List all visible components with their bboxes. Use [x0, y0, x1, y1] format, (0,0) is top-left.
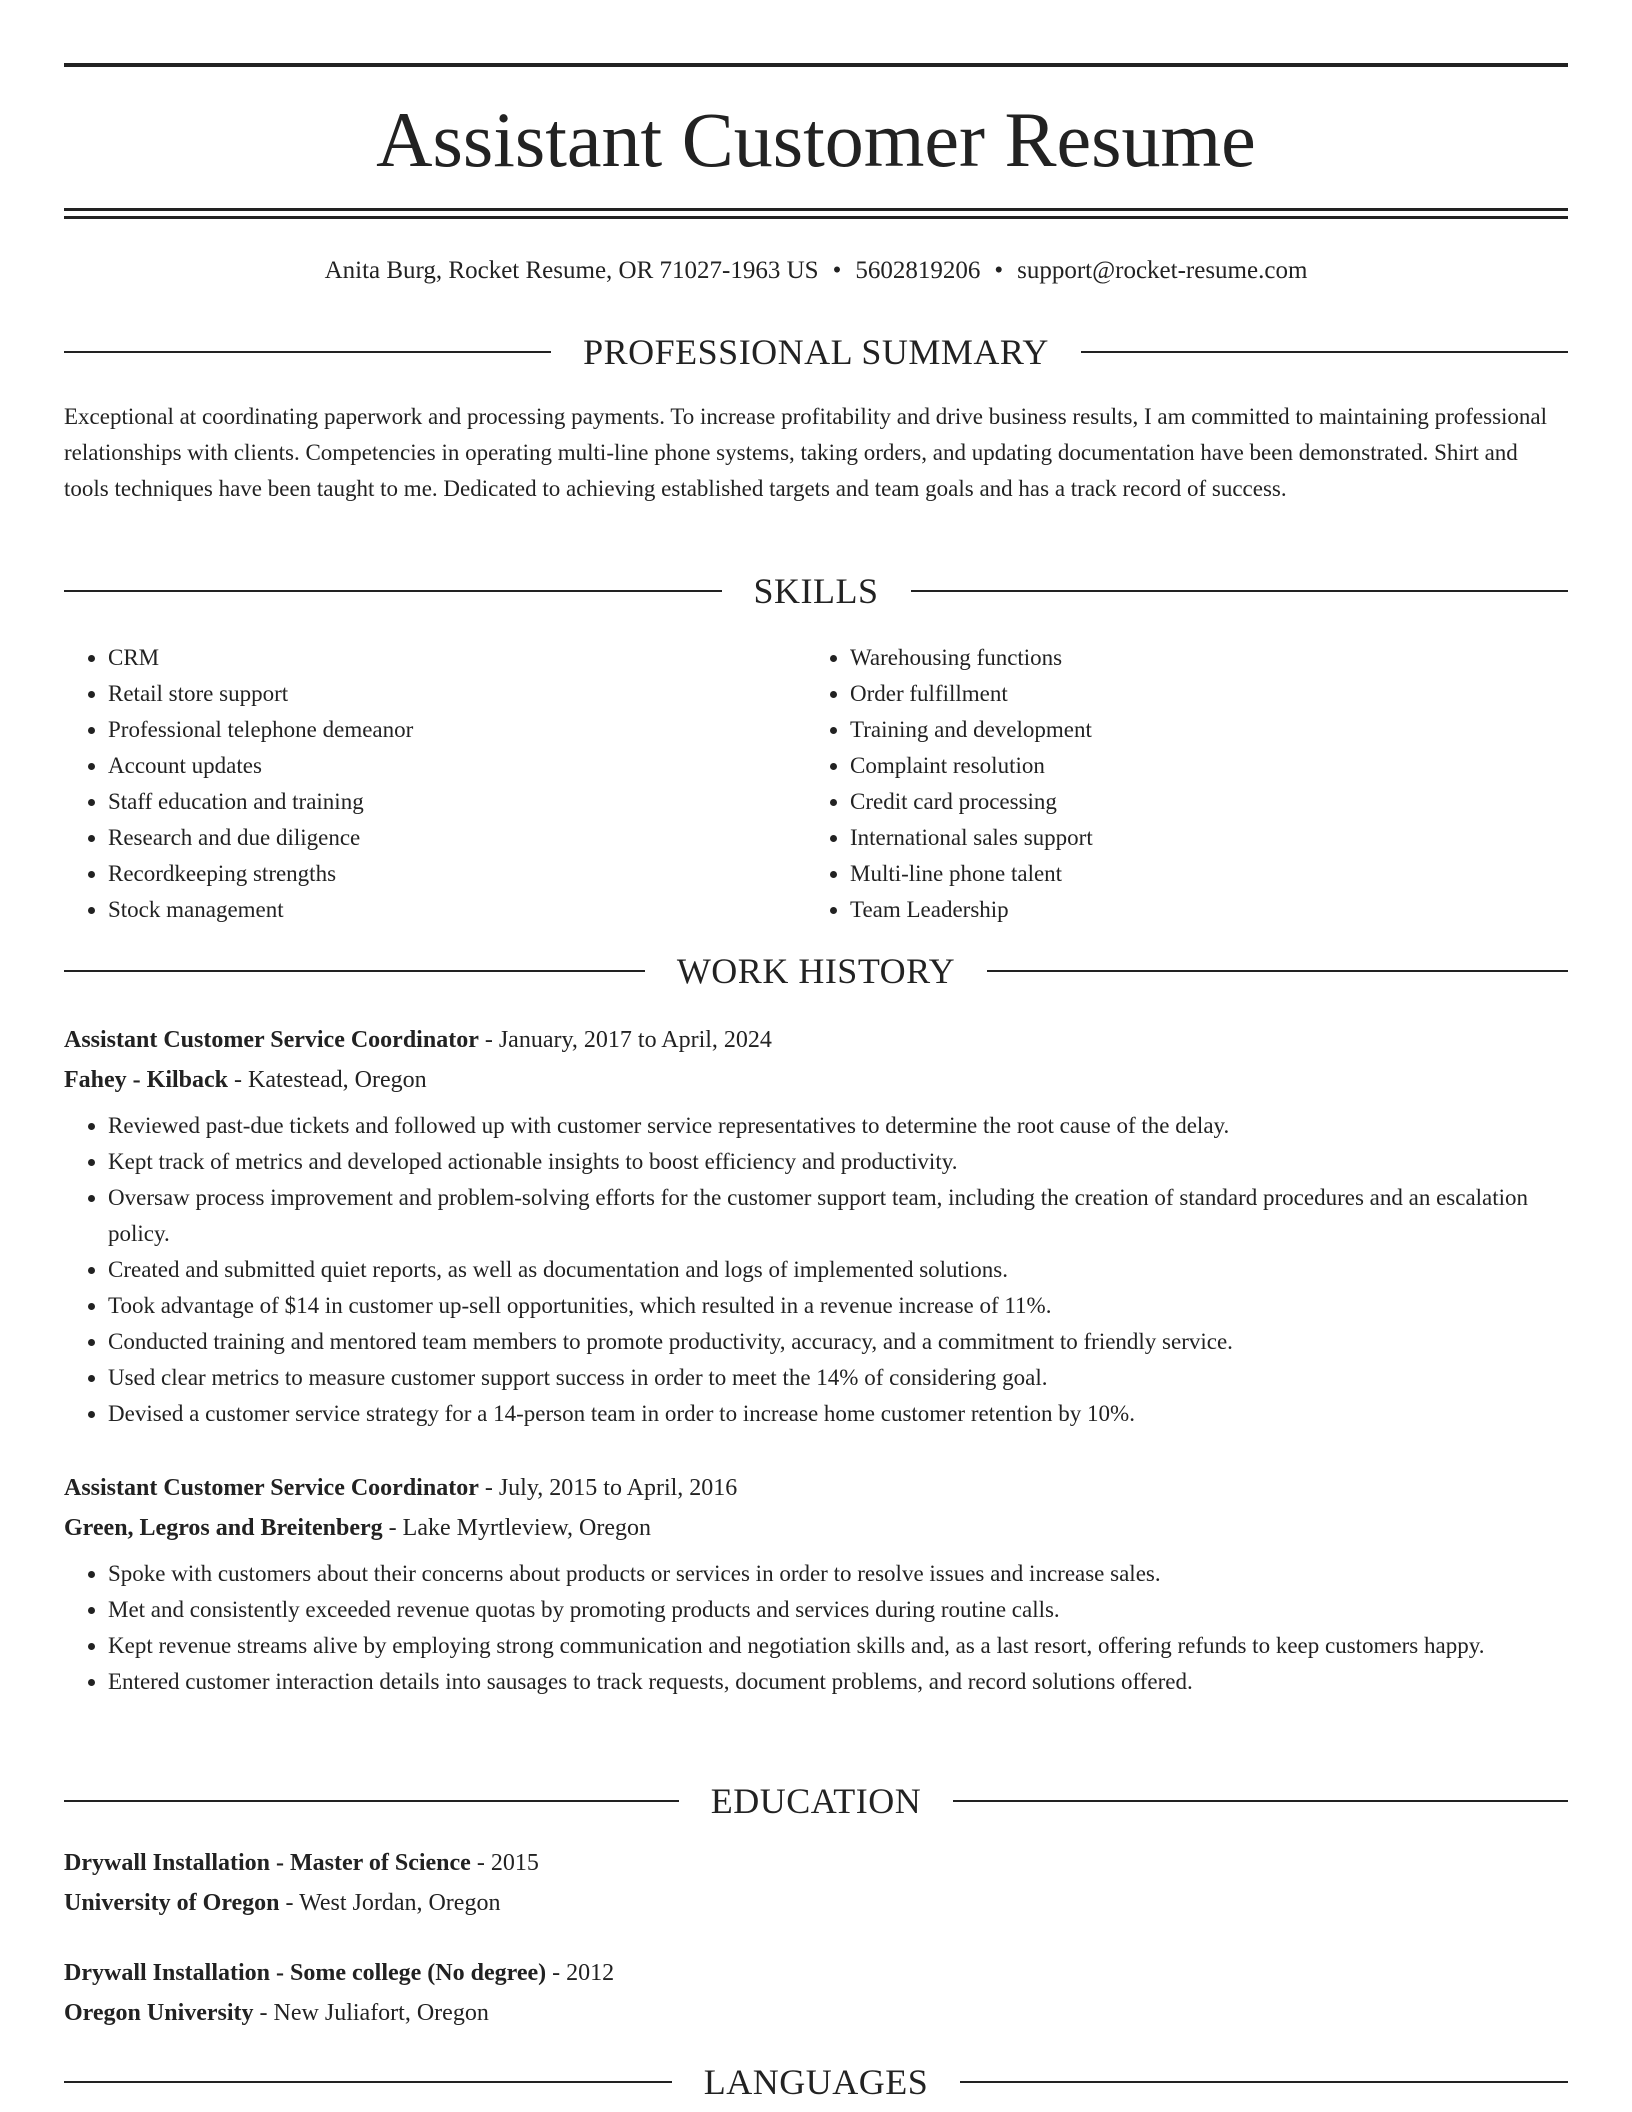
- education-year: 2012: [566, 1960, 615, 1986]
- education-degree-line: Drywall Installation - Some college (No degree) - 2012: [64, 1960, 615, 1986]
- skill-item: • Recordkeeping strengths: [108, 856, 806, 892]
- job-title: Assistant Customer Service Coordinator: [64, 1027, 479, 1053]
- contact-line: [64, 254, 1568, 288]
- skill-item: • Order fulfillment: [850, 676, 1548, 712]
- contact-separator: •: [994, 257, 1004, 284]
- skill-item: • Team Leadership: [850, 892, 1548, 928]
- job-bullet: • Took advantage of $14 in customer up-sell opportunities, which resulted in a revenue increase of 11%.: [108, 1288, 1568, 1324]
- section-header-summary: [64, 329, 1568, 375]
- contact-phone: 5602819206: [855, 257, 981, 284]
- section-rule: [911, 590, 1569, 592]
- skills-column-left: [64, 640, 806, 928]
- education-entry: [64, 1843, 1568, 1923]
- job-bullet: • Reviewed past-due tickets and followed up with customer service representatives to determine the root cause of the delay.: [108, 1108, 1568, 1144]
- section-header-education: [64, 1778, 1568, 1824]
- section-title: PROFESSIONAL SUMMARY: [583, 332, 1049, 372]
- education-degree-line: Drywall Installation - Master of Science - 2015: [64, 1850, 539, 1876]
- job-company-line: Fahey - Kilback - Katestead, Oregon: [64, 1067, 427, 1093]
- top-rule: [64, 63, 1568, 67]
- education-degree: Drywall Installation - Master of Science: [64, 1850, 471, 1876]
- skill-item: • Staff education and training: [108, 784, 806, 820]
- section-rule: [1081, 351, 1568, 353]
- skill-item: • CRM: [108, 640, 806, 676]
- section-rule: [953, 1800, 1568, 1802]
- skills-column-right: [806, 640, 1548, 928]
- job-bullet: • Oversaw process improvement and problem-solving efforts for the customer support team, including the creation of standard procedures and an escalation policy.: [108, 1180, 1568, 1252]
- skill-item: • Multi-line phone talent: [850, 856, 1548, 892]
- education-school: University of Oregon: [64, 1890, 280, 1916]
- title-rule-lower: [64, 216, 1568, 219]
- section-rule: [987, 970, 1568, 972]
- job-company: Green, Legros and Breitenberg: [64, 1515, 383, 1541]
- job-bullet: • Conducted training and mentored team members to promote productivity, accuracy, and a commitment to friendly service.: [108, 1324, 1568, 1360]
- skill-item: • Account updates: [108, 748, 806, 784]
- section-rule: [960, 2081, 1568, 2083]
- job-dates: July, 2015 to April, 2016: [498, 1475, 738, 1501]
- skills-list: [64, 640, 1568, 928]
- title-rule-upper: [64, 208, 1568, 211]
- contact-email: support@rocket-resume.com: [1017, 257, 1308, 284]
- section-title: WORK HISTORY: [676, 951, 956, 991]
- education-year: 2015: [490, 1850, 539, 1876]
- education-location: New Juliafort, Oregon: [273, 2000, 489, 2026]
- skill-item: • Stock management: [108, 892, 806, 928]
- contact-address: Anita Burg, Rocket Resume, OR 71027-1963 US: [324, 257, 819, 284]
- job-company: Fahey - Kilback: [64, 1067, 229, 1093]
- section-rule: [64, 590, 722, 592]
- section-rule: [64, 2081, 672, 2083]
- section-rule: [64, 1800, 679, 1802]
- skill-item: • Professional telephone demeanor: [108, 712, 806, 748]
- job-bullet: • Spoke with customers about their concerns about products or services in order to resolve issues and increase sales.: [108, 1556, 1568, 1592]
- skill-item: • Retail store support: [108, 676, 806, 712]
- section-header-languages: [64, 2059, 1568, 2105]
- education-school: Oregon University: [64, 2000, 254, 2026]
- job-location: Lake Myrtleview, Oregon: [402, 1515, 652, 1541]
- job-bullet: • Kept track of metrics and developed actionable insights to boost efficiency and productivity.: [108, 1144, 1568, 1180]
- job-title: Assistant Customer Service Coordinator: [64, 1475, 479, 1501]
- section-title: SKILLS: [753, 571, 879, 611]
- job-bullet: • Kept revenue streams alive by employing strong communication and negotiation skills and, as a last resort, offering refunds to keep customers happy.: [108, 1628, 1568, 1664]
- section-header-skills: [64, 568, 1568, 614]
- job-bullet: • Met and consistently exceeded revenue quotas by promoting products and services during routine calls.: [108, 1592, 1568, 1628]
- job-bullets: [64, 1556, 1568, 1700]
- education-school-line: Oregon University - New Juliafort, Oregon: [64, 2000, 489, 2026]
- skill-item: • Training and development: [850, 712, 1548, 748]
- skill-item: • Research and due diligence: [108, 820, 806, 856]
- skill-item: • Credit card processing: [850, 784, 1548, 820]
- work-entry: [64, 1020, 1568, 1432]
- contact-separator: •: [832, 257, 842, 284]
- section-rule: [64, 351, 551, 353]
- education-entry: [64, 1953, 1568, 2033]
- job-company-line: Green, Legros and Breitenberg - Lake Myrtleview, Oregon: [64, 1515, 652, 1541]
- section-rule: [64, 970, 645, 972]
- education-degree: Drywall Installation - Some college (No degree): [64, 1960, 547, 1986]
- section-title: EDUCATION: [710, 1781, 922, 1821]
- education-location: West Jordan, Oregon: [299, 1890, 501, 1916]
- section-header-work: [64, 948, 1568, 994]
- resume-title: Assistant Customer Resume: [376, 96, 1256, 183]
- job-dates: January, 2017 to April, 2024: [498, 1027, 772, 1053]
- skill-item: • Complaint resolution: [850, 748, 1548, 784]
- job-bullet: • Used clear metrics to measure customer support success in order to meet the 14% of considering goal.: [108, 1360, 1568, 1396]
- job-bullets: [64, 1108, 1568, 1432]
- skill-item: • International sales support: [850, 820, 1548, 856]
- job-title-line: Assistant Customer Service Coordinator - January, 2017 to April, 2024: [64, 1027, 772, 1053]
- skill-item: • Warehousing functions: [850, 640, 1548, 676]
- job-title-line: Assistant Customer Service Coordinator - July, 2015 to April, 2016: [64, 1475, 738, 1501]
- job-bullet: • Entered customer interaction details into sausages to track requests, document problems, and record solutions offered.: [108, 1664, 1568, 1700]
- education-school-line: University of Oregon - West Jordan, Oregon: [64, 1890, 501, 1916]
- job-location: Katestead, Oregon: [248, 1067, 427, 1093]
- job-bullet: • Devised a customer service strategy for a 14-person team in order to increase home customer retention by 10%.: [108, 1396, 1568, 1432]
- summary-text: Exceptional at coordinating paperwork and processing payments. To increase profitability and drive business results, I am committed to maintaining professional relationships with clients. Competencies in operating multi-line phone systems, taking orders, and updating documentation have been demonstrated. Shirt and tools techniques have been taught to me. Dedicated to achieving established targets and team goals and has a track record of success.: [64, 404, 1548, 501]
- section-title: LANGUAGES: [703, 2062, 929, 2102]
- job-bullet: • Created and submitted quiet reports, as well as documentation and logs of implemented solutions.: [108, 1252, 1568, 1288]
- work-entry: [64, 1468, 1568, 1700]
